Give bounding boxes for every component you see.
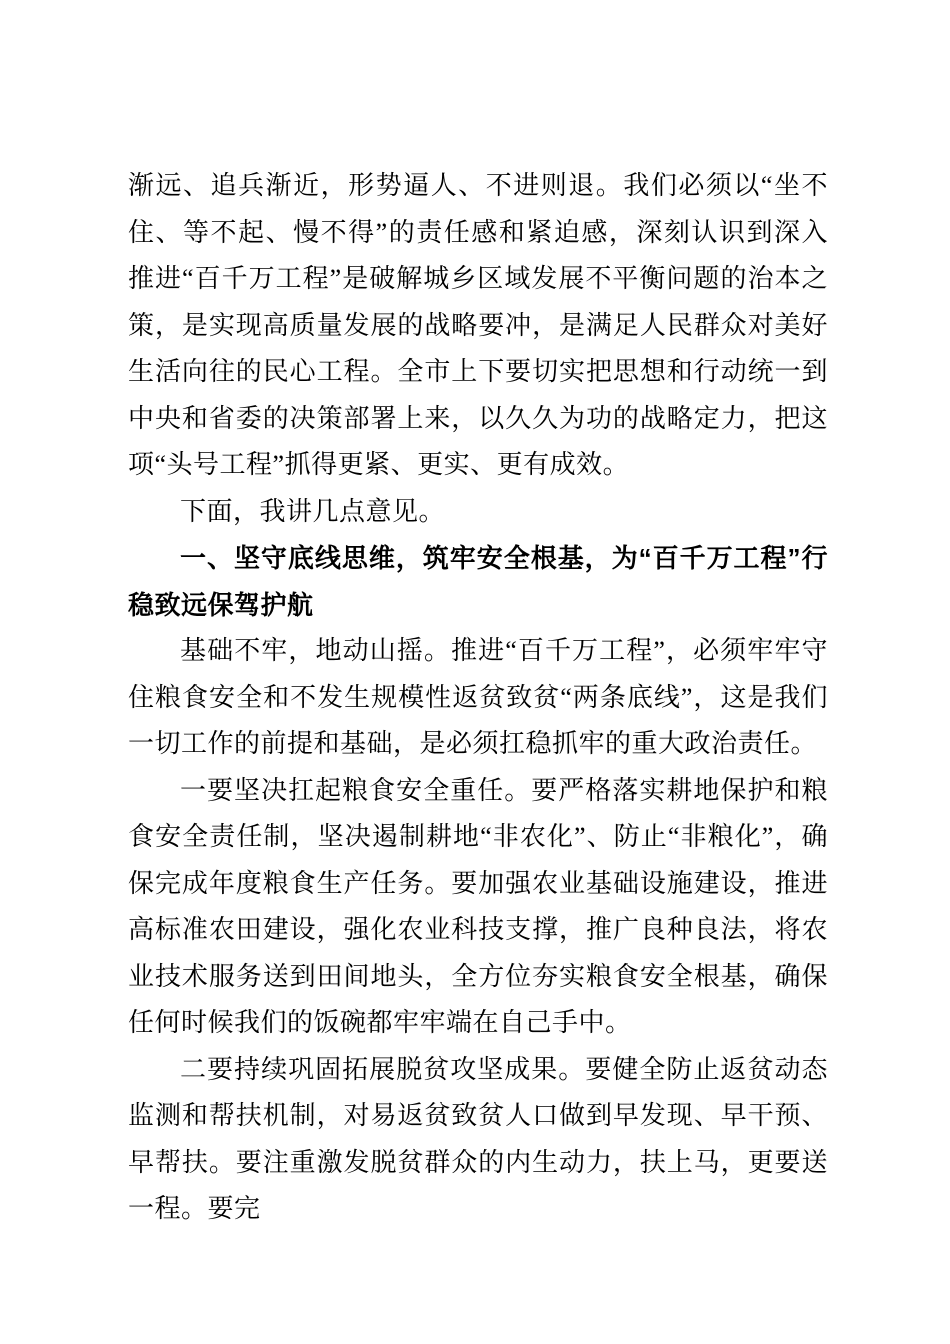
section-heading-1: 一、坚守底线思维，筑牢安全根基，为“百千万工程”行稳致远保驾护航 [128, 543, 828, 620]
paragraph-grain-security: 一要坚决扛起粮食安全重任。要严格落实耕地保护和粮食安全责任制，坚决遏制耕地“非农化”、防止“非粮化”，确保完成年度粮食生产任务。要加强农业基础设施建设，推进高标准农田建设，强化农业科技支撑，推广良种良法，将农业技术服务送到田间地头，全方位夯实粮食安全根基，确保任何时候我们的饭碗都牢牢端在自己手中。 [128, 775, 828, 1037]
paragraph-poverty-alleviation: 二要持续巩固拓展脱贫攻坚成果。要健全防止返贫动态监测和帮扶机制，对易返贫致贫人口做到早发现、早干预、早帮扶。要注重激发脱贫群众的内生动力，扶上马，更要送一程。要完 [128, 1054, 828, 1223]
paragraph-continuation: 渐远、追兵渐近，形势逼人、不进则退。我们必须以“坐不住、等不起、慢不得”的责任感和紧迫感，深刻认识到深入推进“百千万工程”是破解城乡区域发展不平衡问题的治本之策，是实现高质量发展的战略要冲，是满足人民群众对美好生活向往的民心工程。全市上下要切实把思想和行动统一到中央和省委的决策部署上来，以久久为功的战略定力，把这项“头号工程”抓得更紧、更实、更有成效。 [128, 171, 828, 479]
paragraph-bottom-lines: 基础不牢，地动山摇。推进“百千万工程”，必须牢牢守住粮食安全和不发生规模性返贫致贫“两条底线”，这是我们一切工作的前提和基础，是必须扛稳抓牢的重大政治责任。 [128, 636, 828, 758]
paragraph-intro: 下面，我讲几点意见。 [180, 496, 446, 526]
